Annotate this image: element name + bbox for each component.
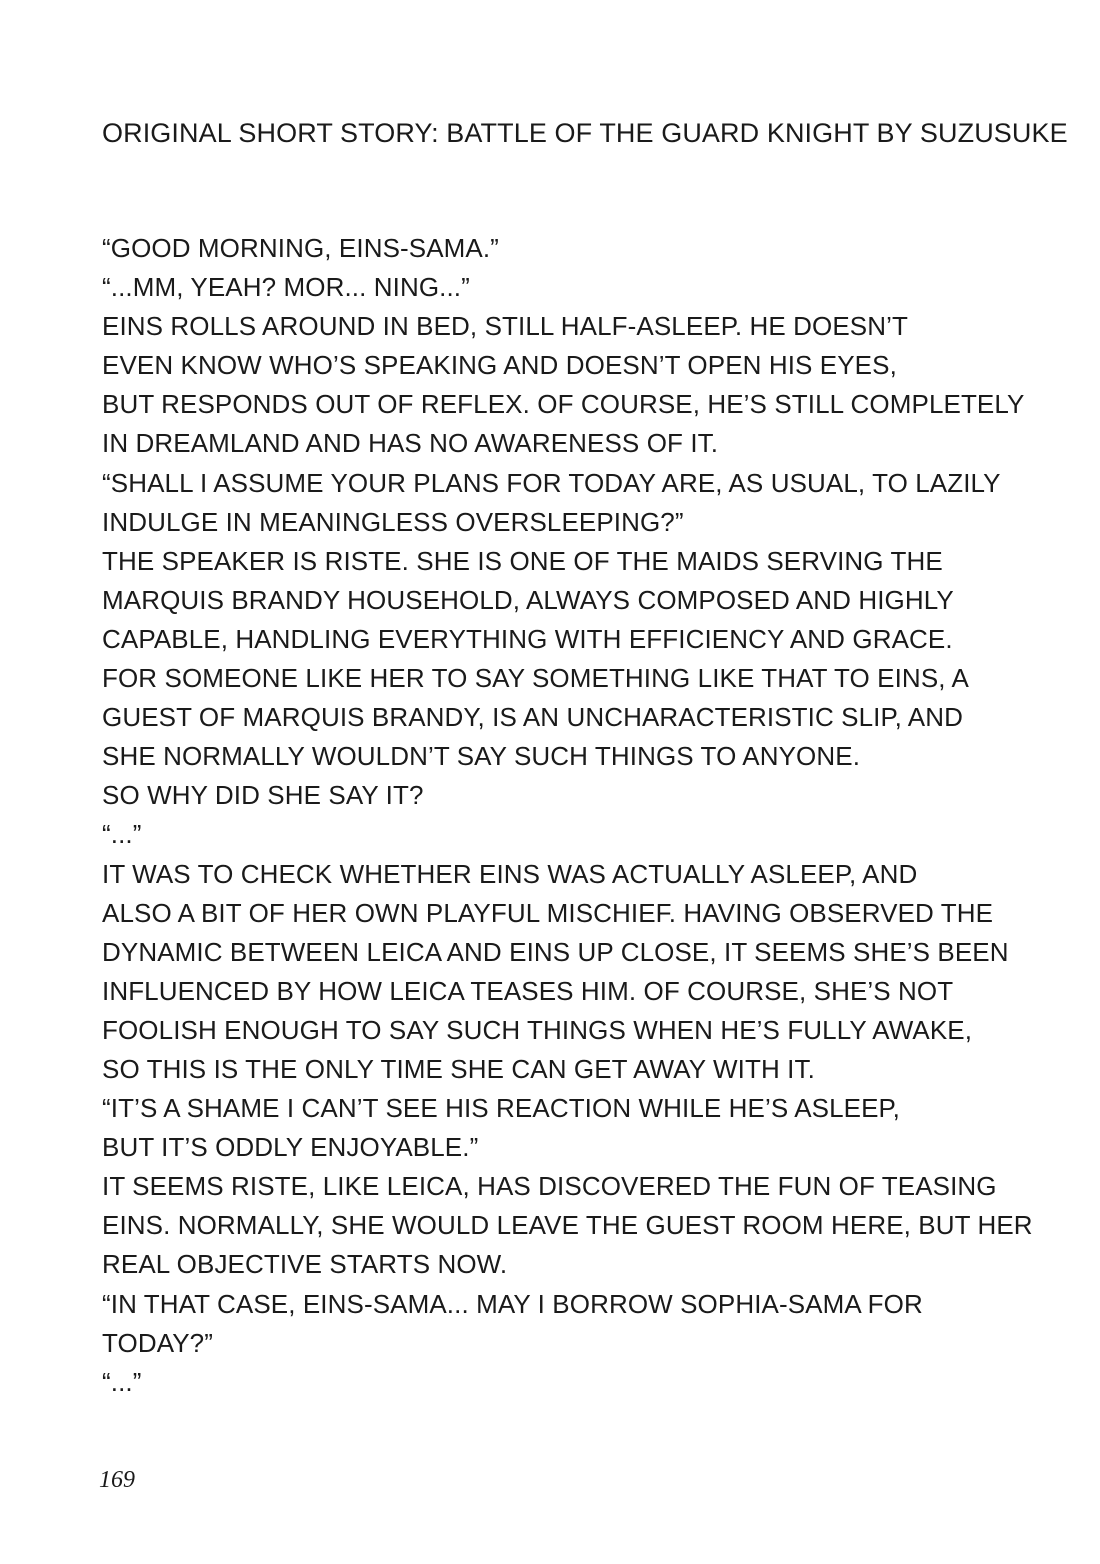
text-line: EINS ROLLS AROUND IN BED, STILL HALF-ASLEEP. HE DOESN’T [102,311,908,342]
text-line: BUT IT’S ODDLY ENJOYABLE.” [102,1132,479,1163]
text-line: “...MM, YEAH? MOR... NING...” [102,272,470,303]
text-line: EINS. NORMALLY, SHE WOULD LEAVE THE GUEST ROOM HERE, BUT HER [102,1210,1033,1241]
text-line: “IN THAT CASE, EINS-SAMA... MAY I BORROW SOPHIA-SAMA FOR [102,1288,923,1319]
text-line: BUT RESPONDS OUT OF REFLEX. OF COURSE, HE’S STILL COMPLETELY [102,389,1025,420]
page-number: 169 [99,1467,135,1493]
text-line: IN DREAMLAND AND HAS NO AWARENESS OF IT. [102,428,719,459]
text-line: FOOLISH ENOUGH TO SAY SUCH THINGS WHEN HE’S FULLY AWAKE, [102,1014,973,1045]
text-line: IT WAS TO CHECK WHETHER EINS WAS ACTUALLY ASLEEP, AND [102,858,918,889]
text-line: INDULGE IN MEANINGLESS OVERSLEEPING?” [102,506,684,537]
text-line: EVEN KNOW WHO’S SPEAKING AND DOESN’T OPEN HIS EYES, [102,350,897,381]
text-line: THE SPEAKER IS RISTE. SHE IS ONE OF THE MAIDS SERVING THE [102,545,943,576]
text-line: “IT’S A SHAME I CAN’T SEE HIS REACTION WHILE HE’S ASLEEP, [102,1093,900,1124]
text-line: MARQUIS BRANDY HOUSEHOLD, ALWAYS COMPOSED AND HIGHLY [102,584,954,615]
text-line: DYNAMIC BETWEEN LEICA AND EINS UP CLOSE, IT SEEMS SHE’S BEEN [102,936,1009,967]
text-line: ALSO A BIT OF HER OWN PLAYFUL MISCHIEF. HAVING OBSERVED THE [102,897,994,928]
text-line: SHE NORMALLY WOULDN’T SAY SUCH THINGS TO ANYONE. [102,741,861,772]
text-line: CAPABLE, HANDLING EVERYTHING WITH EFFICIENCY AND GRACE. [102,623,953,654]
story-heading: ORIGINAL SHORT STORY: BATTLE OF THE GUARD KNIGHT BY SUZUSUKE [102,118,1068,148]
text-line: FOR SOMEONE LIKE HER TO SAY SOMETHING LIKE THAT TO EINS, A [102,663,969,694]
text-line: REAL OBJECTIVE STARTS NOW. [102,1249,508,1280]
text-line: “GOOD MORNING, EINS-SAMA.” [102,233,499,263]
text-line: “SHALL I ASSUME YOUR PLANS FOR TODAY ARE, AS USUAL, TO LAZILY [102,467,1001,498]
text-line: IT SEEMS RISTE, LIKE LEICA, HAS DISCOVERED THE FUN OF TEASING [102,1171,997,1202]
text-line: GUEST OF MARQUIS BRANDY, IS AN UNCHARACTERISTIC SLIP, AND [102,702,963,733]
text-line: “...” [102,819,142,850]
story-body [102,229,1042,1402]
text-line: SO WHY DID SHE SAY IT? [102,780,424,811]
text-line: INFLUENCED BY HOW LEICA TEASES HIM. OF COURSE, SHE’S NOT [102,975,954,1006]
text-line: SO THIS IS THE ONLY TIME SHE CAN GET AWAY WITH IT. [102,1053,815,1084]
text-line: TODAY?” [102,1327,213,1358]
text-line: “...” [102,1366,142,1397]
